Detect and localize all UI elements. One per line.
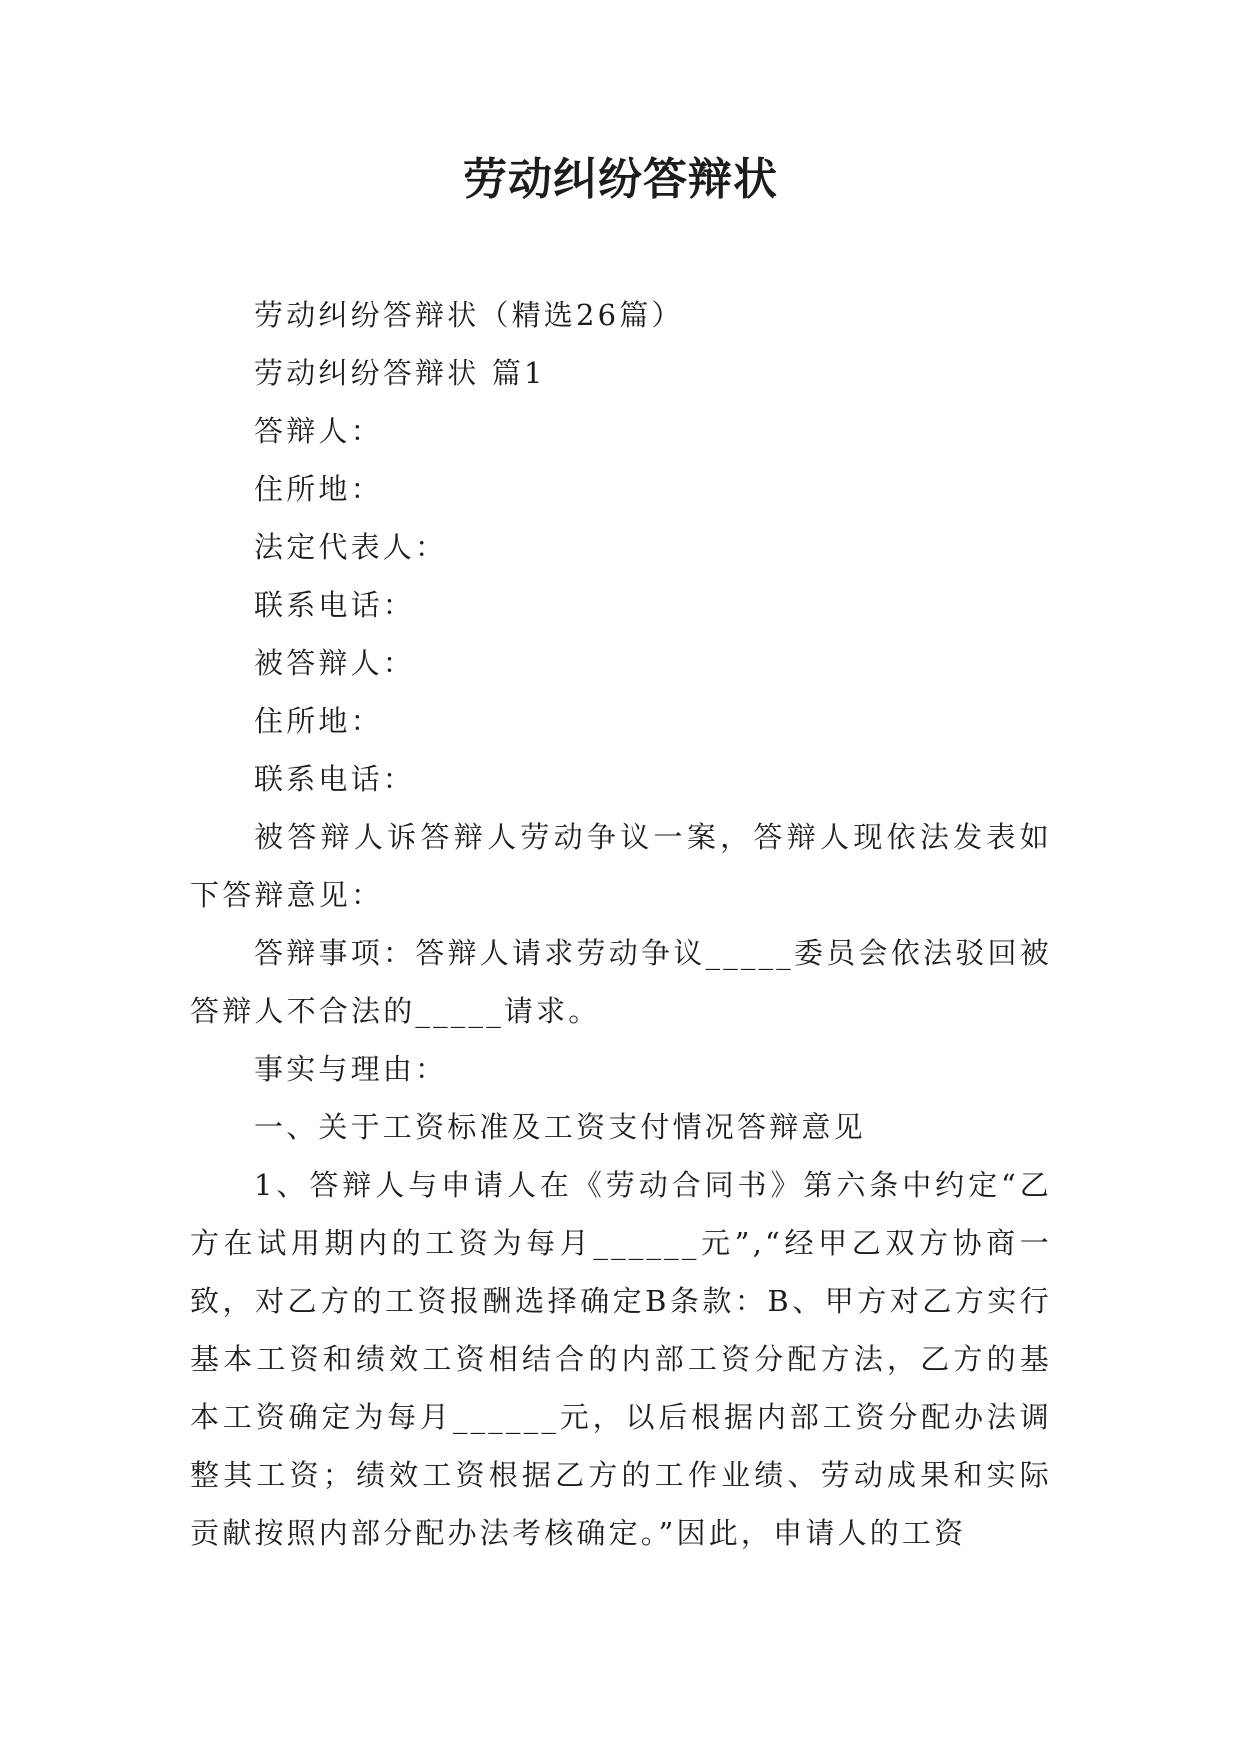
paragraph-claimant-address: 住所地： [254, 704, 383, 738]
paragraph-intro: 被答辩人诉答辩人劳动争议一案，答辩人现依法发表如下答辩意见： [190, 820, 1052, 912]
paragraph-respondent: 答辩人： [254, 414, 383, 448]
paragraph-wage-heading: 一、关于工资标准及工资支付情况答辩意见 [254, 1110, 866, 1144]
paragraph-claimant-phone: 联系电话： [254, 762, 416, 796]
paragraph-claimant: 被答辩人： [254, 646, 416, 680]
paragraph-respondent-address: 住所地： [254, 472, 383, 506]
paragraph-subtitle: 劳动纠纷答辩状（精选26篇） [254, 298, 684, 332]
paragraph-respondent-phone: 联系电话： [254, 588, 416, 622]
paragraph-legal-representative: 法定代表人： [254, 530, 448, 564]
paragraph-facts-heading: 事实与理由： [254, 1052, 448, 1086]
document-body [190, 286, 1052, 1562]
paragraph-wage-detail: 1、答辩人与申请人在《劳动合同书》第六条中约定“乙方在试用期内的工资为每月______元”,“经甲乙双方协商一致，对乙方的工资报酬选择确定B条款：B、甲方对乙方实行基本工资和绩效工资相结合的内部工资分配方法，乙方的基本工资确定为每月______元，以后根据内部工资分配办法调整其工资；绩效工资根据乙方的工作业绩、劳动成果和实际贡献按照内部分配办法考核确定。”因此，申请人的工资 [190, 1168, 1052, 1550]
paragraph-section-heading: 劳动纠纷答辩状 篇1 [254, 356, 546, 390]
document-title: 劳动纠纷答辩状 [463, 154, 778, 205]
paragraph-defense-items: 答辩事项：答辩人请求劳动争议_____委员会依法驳回被答辩人不合法的_____请求。 [190, 936, 1052, 1028]
